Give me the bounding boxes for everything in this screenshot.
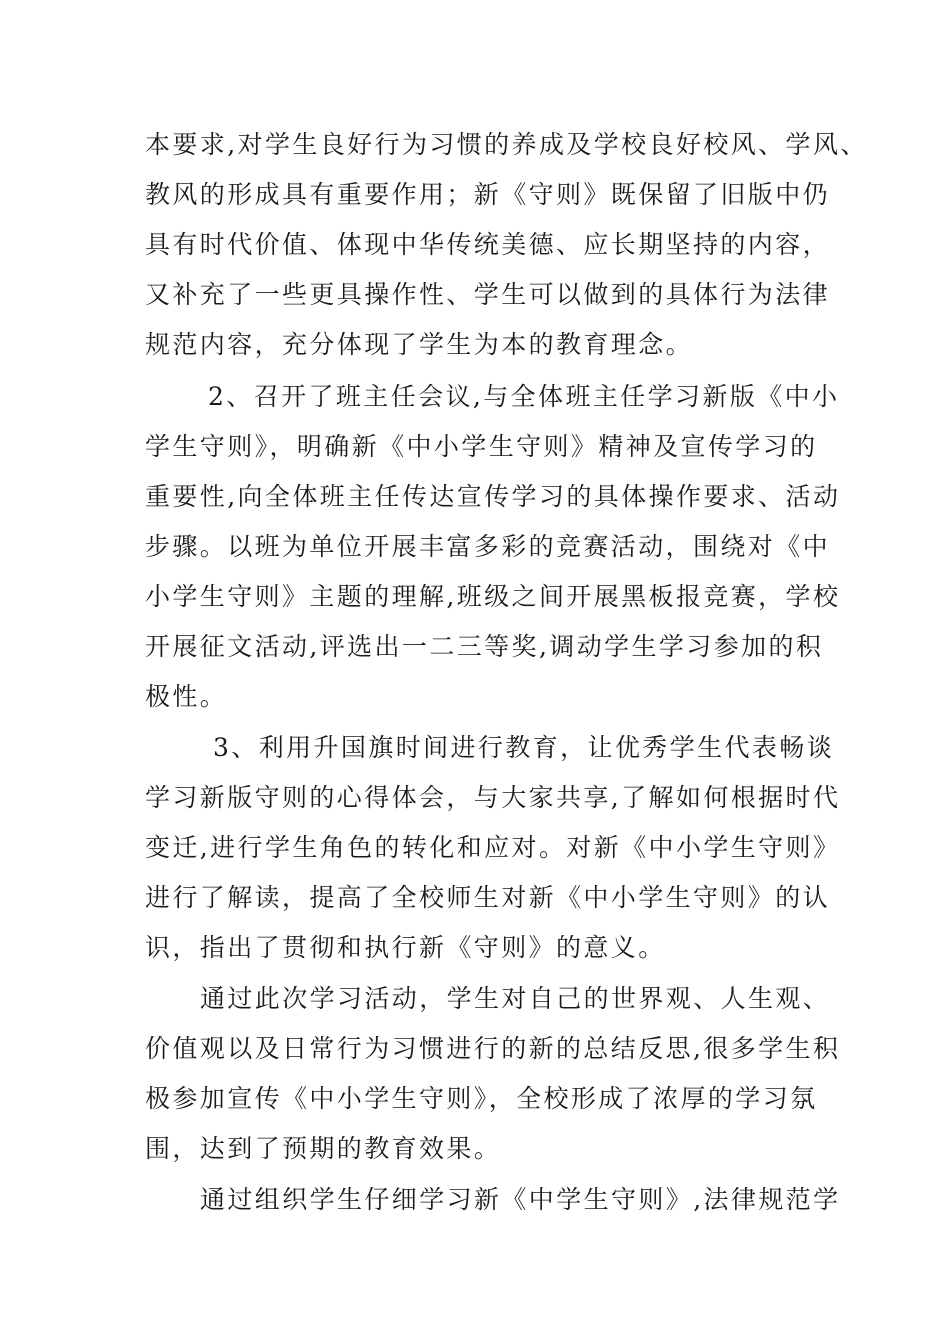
- text-line: 识，指出了贯彻和执行新《守则》的意义。: [145, 933, 666, 962]
- text-line: 重要性,向全体班主任传达宣传学习的具体操作要求、活动: [145, 482, 841, 511]
- text-line: 价值观以及日常行为习惯进行的新的总结反思,很多学生积: [145, 1034, 841, 1063]
- text-line: 步骤。以班为单位开展丰富多彩的竞赛活动，围绕对《中: [145, 532, 831, 561]
- text-line: 通过组织学生仔细学习新《中学生守则》,法律规范学: [200, 1185, 841, 1214]
- text-line: 极性。: [145, 682, 228, 711]
- text-line: 本要求,对学生良好行为习惯的养成及学校良好校风、学风、: [145, 130, 868, 159]
- text-line: 具有时代价值、体现中华传统美德、应长期坚持的内容，: [145, 230, 831, 259]
- text-line: 围，达到了预期的教育效果。: [145, 1134, 502, 1163]
- text-line: 小学生守则》主题的理解,班级之间开展黑板报竞赛，学校: [145, 582, 841, 611]
- text-line: 3、利用升国旗时间进行教育，让优秀学生代表畅谈: [213, 733, 835, 762]
- text-line: 通过此次学习活动，学生对自己的世界观、人生观、: [200, 984, 831, 1013]
- text-line: 变迁,进行学生角色的转化和应对。对新《中小学生守则》: [145, 833, 841, 862]
- text-line: 进行了解读，提高了全校师生对新《中小学生守则》的认: [145, 883, 831, 912]
- text-line: 学生守则》，明确新《中小学生守则》精神及宣传学习的: [145, 432, 818, 461]
- text-line: 教风的形成具有重要作用；新《守则》既保留了旧版中仍: [145, 180, 831, 209]
- text-line: 又补充了一些更具操作性、学生可以做到的具体行为法律: [145, 280, 831, 309]
- text-line: 规范内容，充分体现了学生为本的教育理念。: [145, 330, 694, 359]
- text-line: 2、召开了班主任会议,与全体班主任学习新版《中小: [208, 382, 840, 411]
- text-line: 学习新版守则的心得体会，与大家共享,了解如何根据时代: [145, 783, 841, 812]
- text-line: 开展征文活动,评选出一二三等奖,调动学生学习参加的积: [145, 632, 824, 661]
- text-line: 极参加宣传《中小学生守则》，全校形成了浓厚的学习氛: [145, 1084, 818, 1113]
